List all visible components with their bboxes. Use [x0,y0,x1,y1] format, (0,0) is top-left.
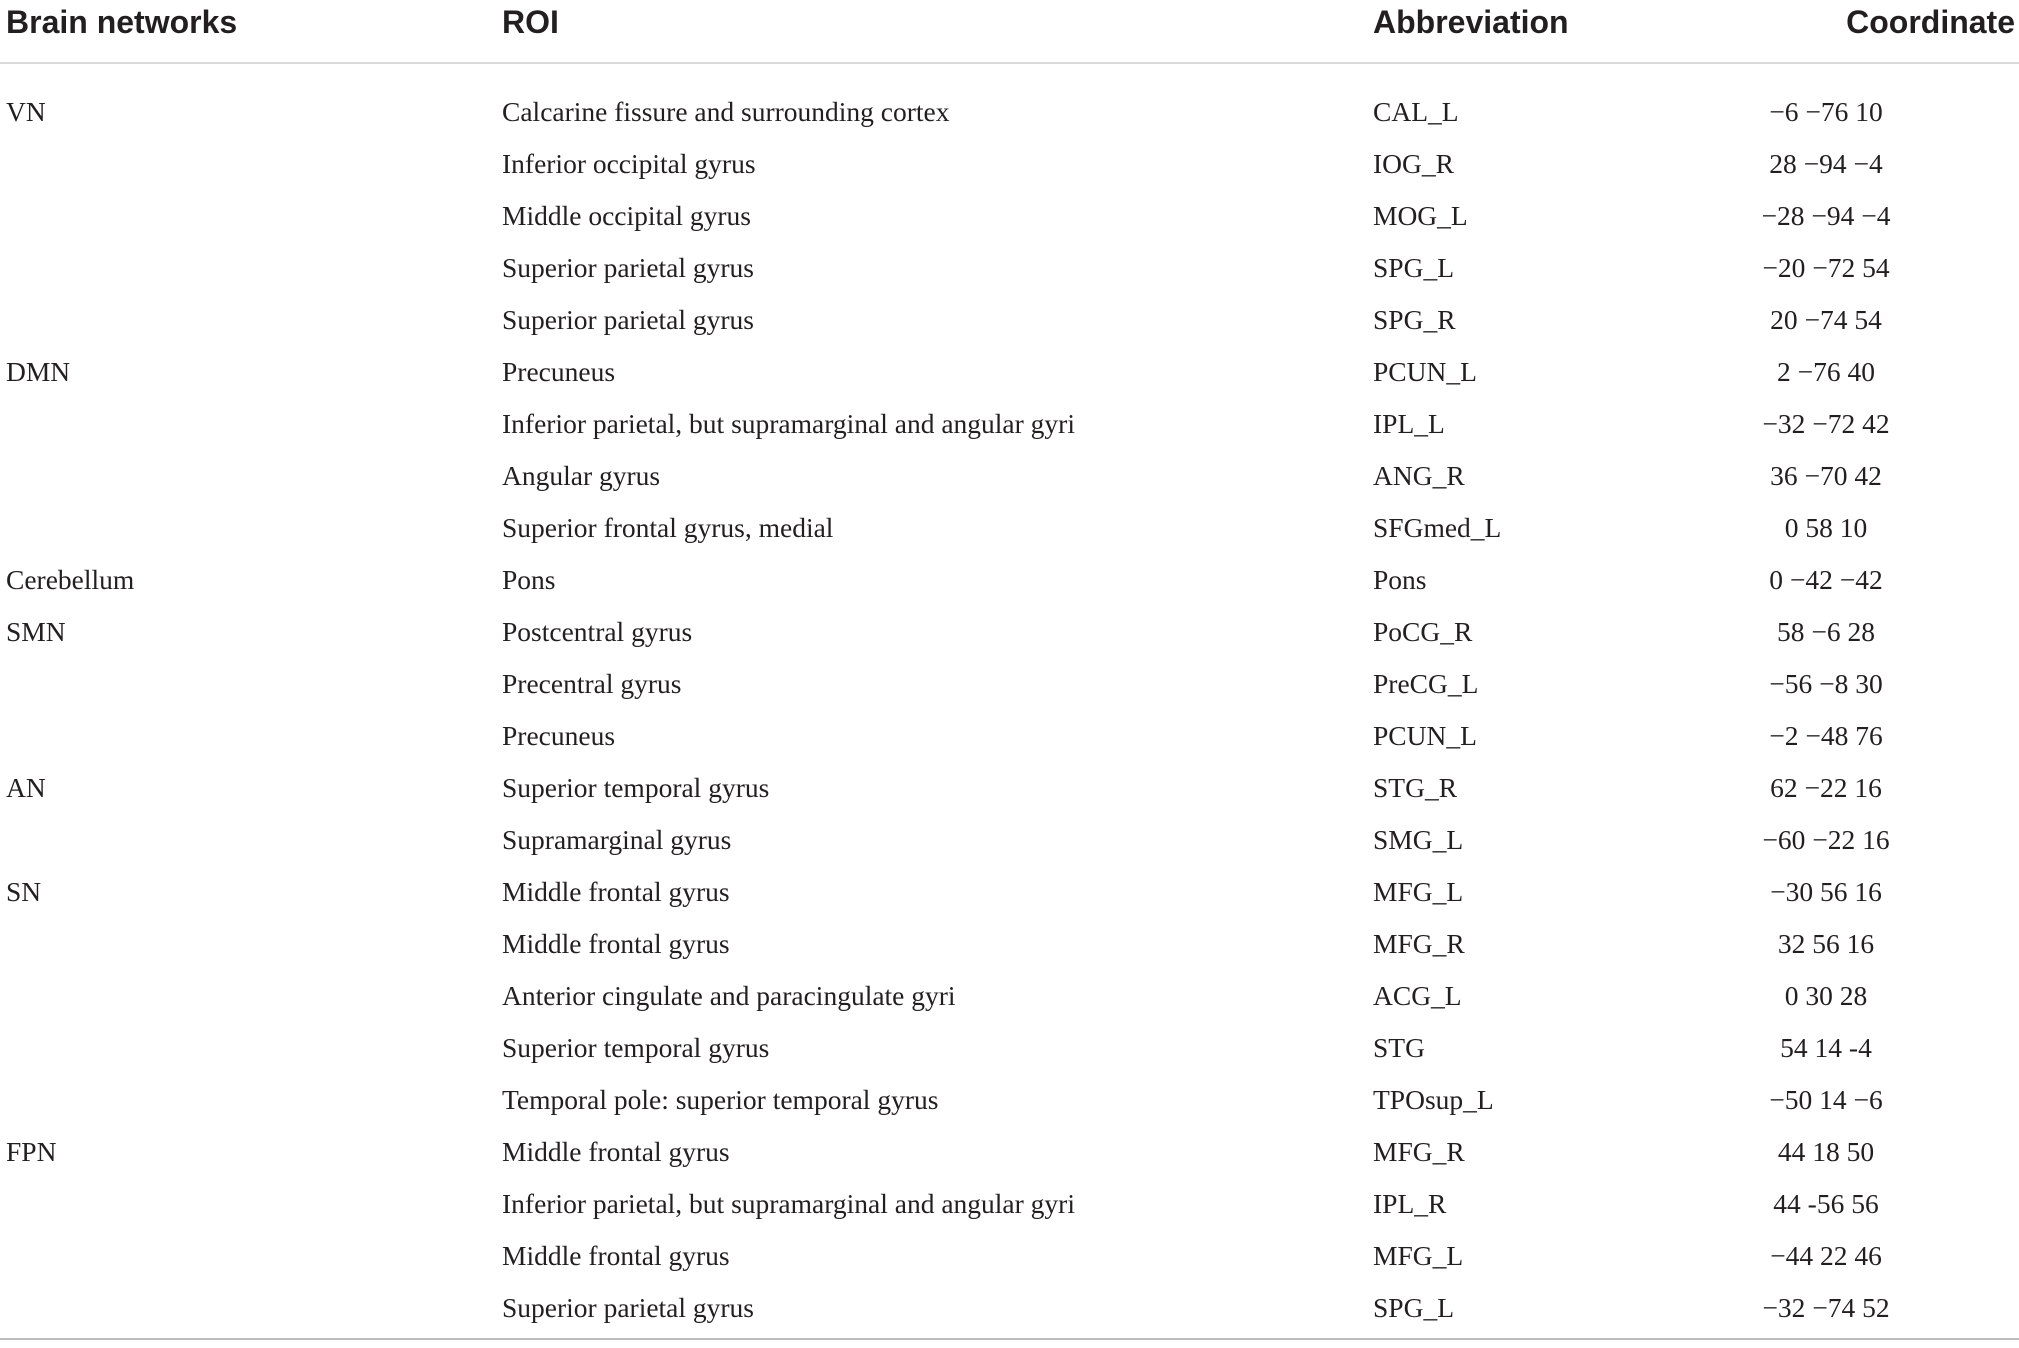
cell-coordinate: −32 −74 52 [1762,1292,1890,1323]
cell-roi: Supramarginal gyrus [502,824,732,855]
cell-abbreviation: PCUN_L [1373,356,1477,387]
cell-roi: Postcentral gyrus [502,616,693,647]
table-row [0,242,2019,294]
cell-abbreviation: IPL_R [1373,1188,1447,1219]
cell-roi: Superior parietal gyrus [502,252,755,283]
table-body [0,64,2019,1334]
cell-roi: Inferior parietal, but supramarginal and angular gyri [502,408,1075,439]
table-row [0,814,2019,866]
cell-roi: Superior temporal gyrus [502,1032,770,1063]
table-row [0,1022,2019,1074]
cell-abbreviation: STG_R [1373,772,1458,803]
cell-abbreviation: ANG_R [1373,460,1465,491]
cell-abbreviation: PCUN_L [1373,720,1477,751]
cell-coordinate: 0 −42 −42 [1769,564,1883,595]
table-row [0,1126,2019,1178]
table-row [0,190,2019,242]
cell-abbreviation: CAL_L [1373,96,1459,127]
cell-abbreviation: MFG_R [1373,928,1465,959]
cell-coordinate: −50 14 −6 [1769,1084,1883,1115]
table-row [0,710,2019,762]
cell-coordinate: 54 14 -4 [1780,1032,1872,1063]
cell-roi: Angular gyrus [502,460,661,491]
cell-abbreviation: TPOsup_L [1373,1084,1494,1115]
cell-roi: Inferior occipital gyrus [502,148,756,179]
cell-abbreviation: MOG_L [1373,200,1468,231]
header-brain-networks: Brain networks [6,4,238,40]
header-coordinate: Coordinate [1846,4,2015,40]
cell-coordinate: 2 −76 40 [1776,356,1875,387]
cell-roi: Inferior parietal, but supramarginal and angular gyri [502,1188,1075,1219]
cell-roi: Temporal pole: superior temporal gyrus [502,1084,939,1115]
table-row [0,918,2019,970]
cell-roi: Middle frontal gyrus [502,876,730,907]
cell-abbreviation: SPG_R [1373,304,1456,335]
table-row [0,1178,2019,1230]
cell-coordinate: −60 −22 16 [1762,824,1890,855]
table-row [0,970,2019,1022]
table-row [0,1230,2019,1282]
cell-abbreviation: SPG_L [1373,1292,1454,1323]
header-abbreviation: Abbreviation [1373,4,1569,40]
table-row [0,1282,2019,1334]
cell-abbreviation: SFGmed_L [1373,512,1502,543]
cell-brain-network: SN [6,876,42,907]
cell-coordinate: 32 56 16 [1777,928,1875,959]
cell-coordinate: −6 −76 10 [1769,96,1883,127]
table-row [0,866,2019,918]
cell-abbreviation: MFG_L [1373,1240,1464,1271]
cell-abbreviation: MFG_R [1373,1136,1465,1167]
cell-abbreviation: SMG_L [1373,824,1464,855]
cell-roi: Precuneus [502,356,616,387]
table-bottom-rule [0,1338,2019,1340]
table-row [0,554,2019,606]
header-roi: ROI [502,4,559,40]
cell-abbreviation: SPG_L [1373,252,1454,283]
cell-roi: Precentral gyrus [502,668,682,699]
cell-abbreviation: PoCG_R [1373,616,1473,647]
table-row [0,346,2019,398]
cell-coordinate: 28 −94 −4 [1769,148,1883,179]
cell-coordinate: −44 22 46 [1770,1240,1882,1271]
table-row [0,762,2019,814]
cell-brain-network: DMN [6,356,71,387]
cell-roi: Superior parietal gyrus [502,1292,755,1323]
cell-roi: Middle frontal gyrus [502,928,730,959]
cell-coordinate: −2 −48 76 [1769,720,1883,751]
cell-roi: Superior parietal gyrus [502,304,755,335]
cell-roi: Pons [502,564,556,595]
cell-coordinate: −56 −8 30 [1769,668,1883,699]
cell-coordinate: −30 56 16 [1770,876,1882,907]
cell-roi: Middle frontal gyrus [502,1136,730,1167]
cell-abbreviation: Pons [1373,564,1427,595]
table-row [0,138,2019,190]
cell-coordinate: 58 −6 28 [1776,616,1875,647]
cell-coordinate: −20 −72 54 [1762,252,1890,283]
cell-brain-network: Cerebellum [6,564,135,595]
table-row [0,450,2019,502]
cell-coordinate: −28 −94 −4 [1761,200,1891,231]
cell-brain-network: AN [6,772,46,803]
cell-roi: Superior frontal gyrus, medial [502,512,834,543]
cell-brain-network: VN [6,96,46,127]
cell-coordinate: 44 -56 56 [1773,1188,1879,1219]
cell-coordinate: −32 −72 42 [1762,408,1890,439]
table-row [0,1074,2019,1126]
cell-abbreviation: ACG_L [1373,980,1462,1011]
cell-abbreviation: STG [1373,1032,1425,1063]
cell-roi: Calcarine fissure and surrounding cortex [502,96,950,127]
cell-abbreviation: IOG_R [1373,148,1454,179]
cell-roi: Middle occipital gyrus [502,200,751,231]
cell-roi: Middle frontal gyrus [502,1240,730,1271]
table-row [0,658,2019,710]
cell-roi: Precuneus [502,720,616,751]
table-row [0,294,2019,346]
cell-coordinate: 36 −70 42 [1770,460,1882,491]
cell-abbreviation: IPL_L [1373,408,1445,439]
table-row [0,502,2019,554]
table-header [0,0,2019,64]
cell-abbreviation: MFG_L [1373,876,1464,907]
table-row [0,606,2019,658]
cell-coordinate: 0 30 28 [1784,980,1868,1011]
cell-coordinate: 62 −22 16 [1770,772,1882,803]
cell-brain-network: SMN [6,616,66,647]
cell-roi: Superior temporal gyrus [502,772,770,803]
cell-abbreviation: PreCG_L [1373,668,1479,699]
cell-coordinate: 20 −74 54 [1770,304,1882,335]
cell-coordinate: 0 58 10 [1784,512,1868,543]
cell-roi: Anterior cingulate and paracingulate gyri [502,980,956,1011]
cell-brain-network: FPN [6,1136,57,1167]
table-row [0,86,2019,138]
cell-coordinate: 44 18 50 [1777,1136,1875,1167]
table-row [0,398,2019,450]
